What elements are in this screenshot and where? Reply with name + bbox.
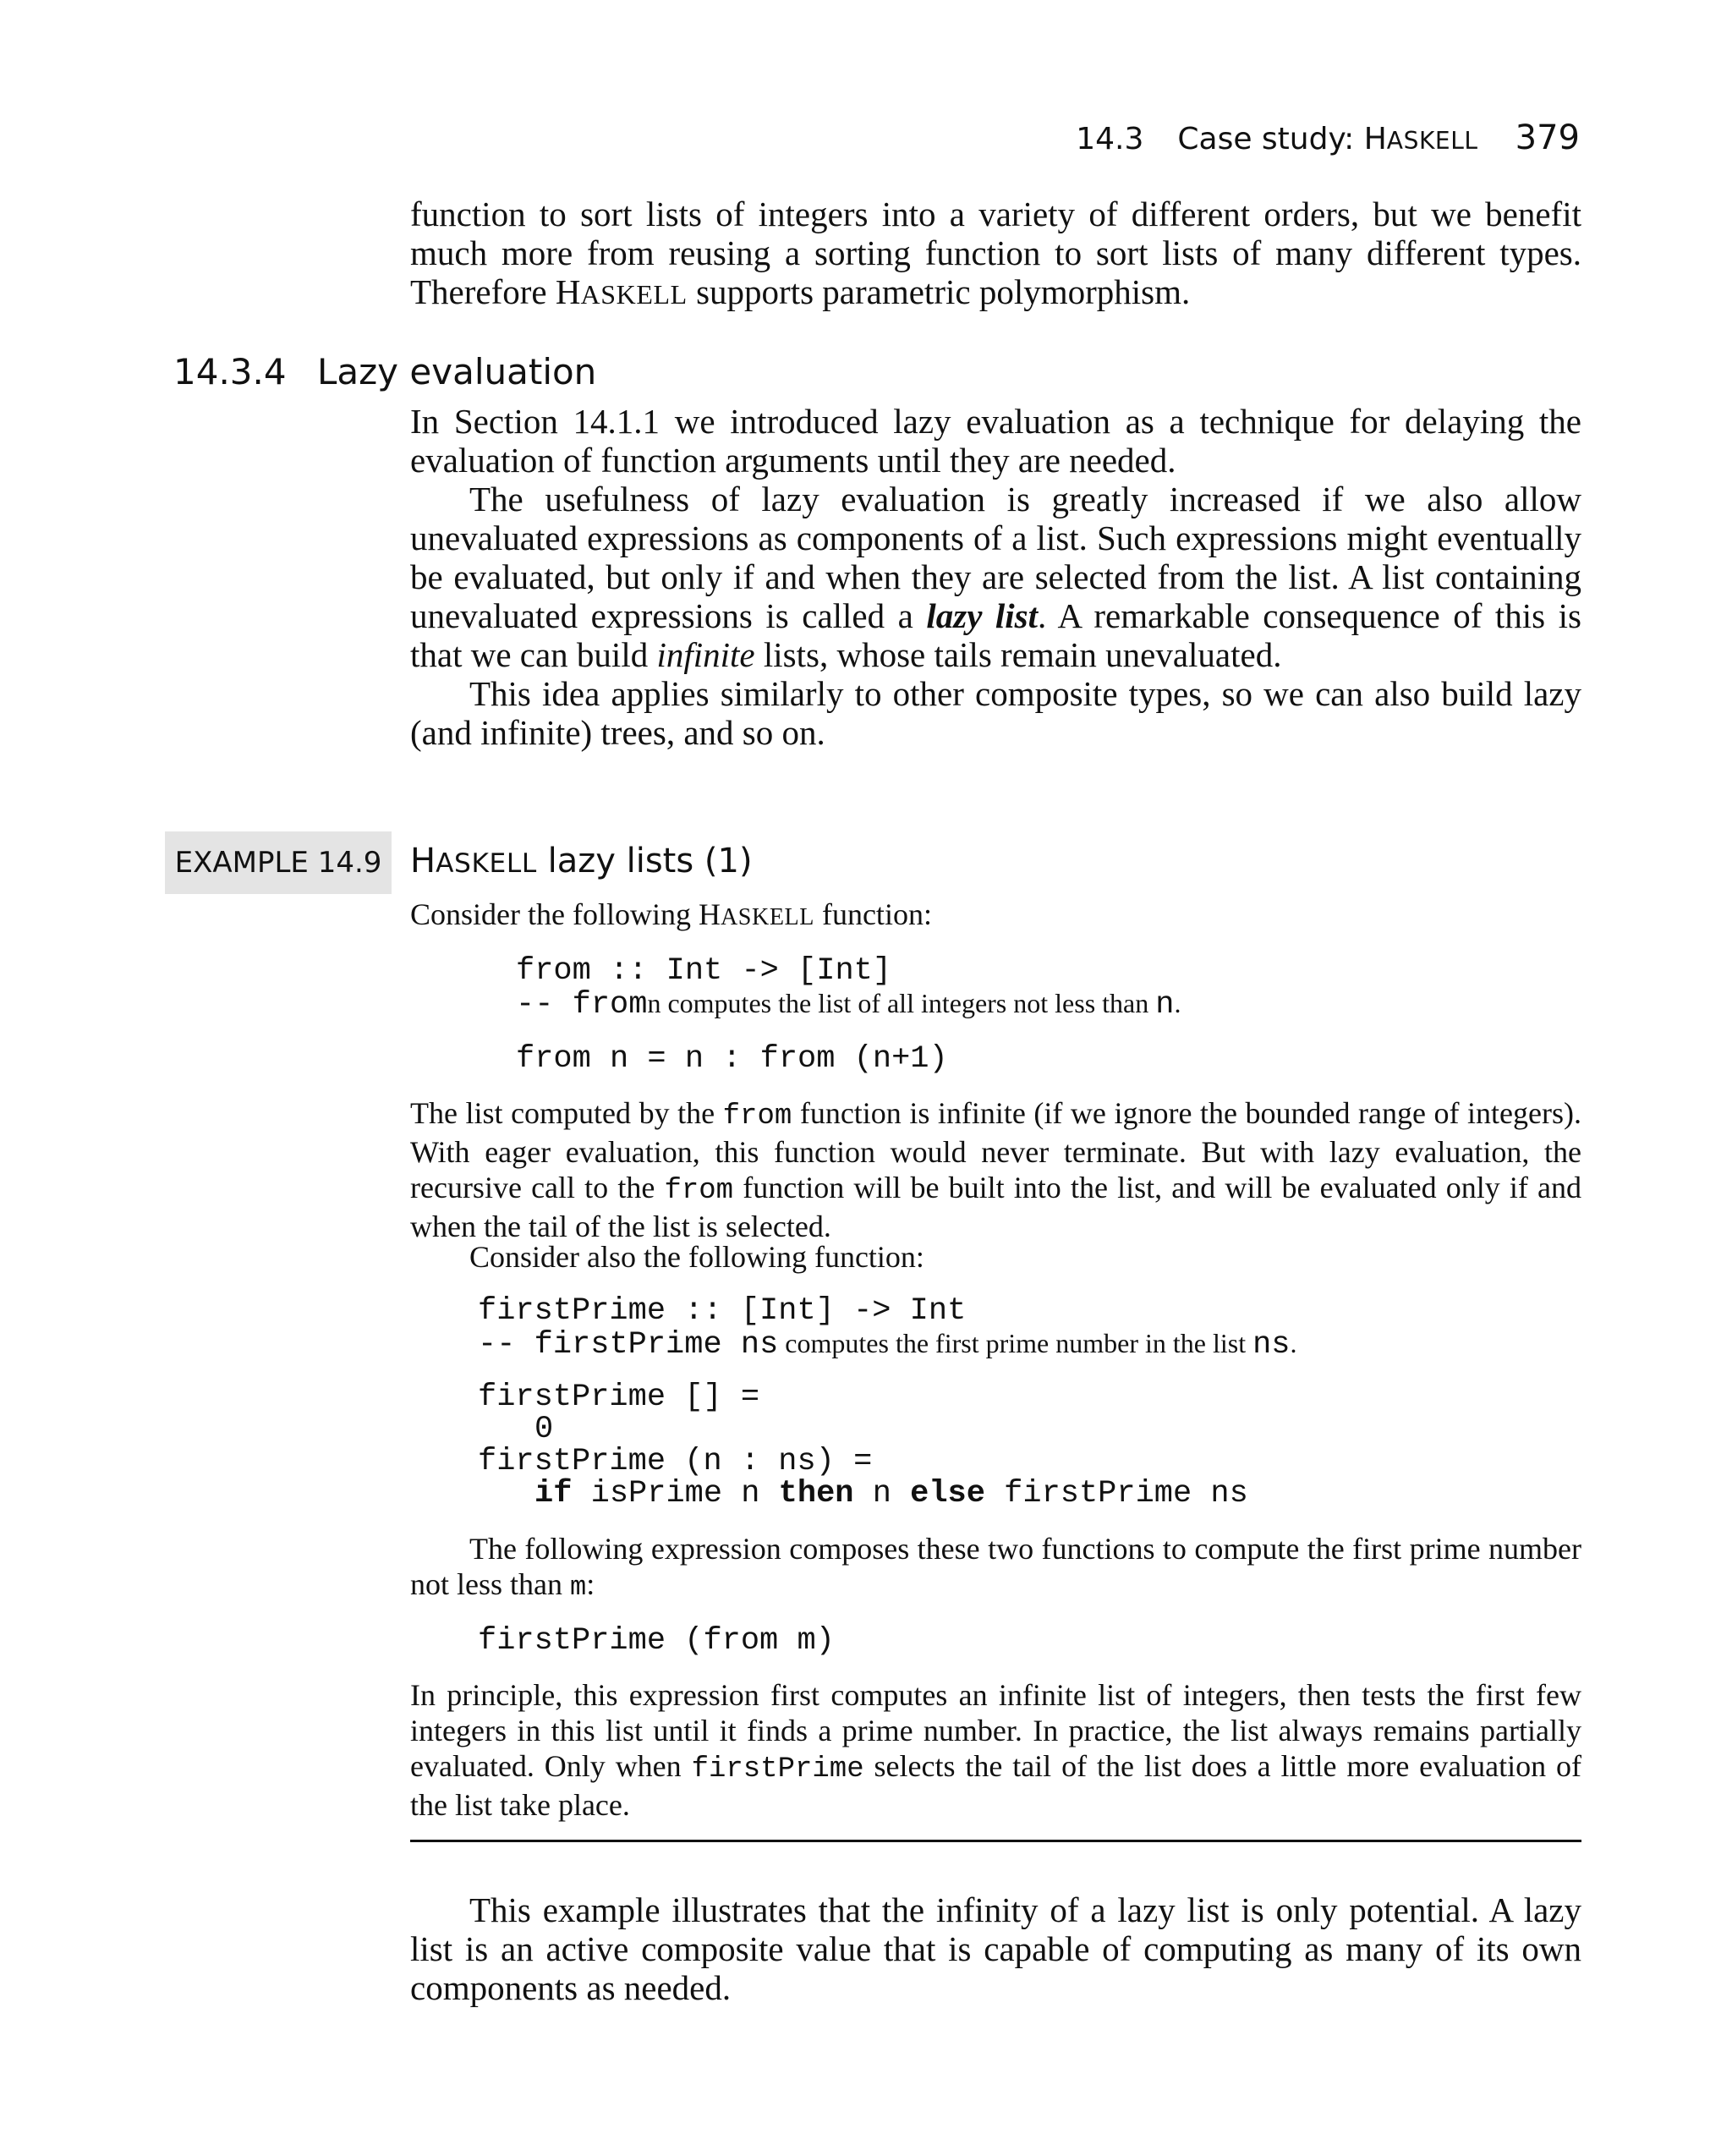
running-head-title-prefix: Case study: H [1177, 122, 1387, 156]
code1-comment [516, 986, 1181, 1022]
section-heading [173, 351, 596, 392]
ex-para3-var: m [569, 1572, 587, 1603]
intro-text-a: function to sort lists of integers into a variety of different orders, but we benefit much more from reusing a sorting function to sort lists of many different types. Therefore H [410, 195, 1581, 311]
code1-comment-arg: n [647, 988, 661, 1018]
lazy-p2-text-a: The usefulness of lazy evaluation is greatly increased if we also allow unevaluated expressions as components of a list. Such expressions might eventually be evaluated, but only if and when they are selected from the list. A list containing unevaluated expressions is called a [410, 480, 1581, 635]
code2-line4-a: isPrime n [572, 1476, 779, 1511]
code3-expression: firstPrime (from m) [478, 1623, 835, 1659]
ex-para1-b: function is infinite (if we ignore the bounded range of integers). With eager evaluation, this function would never terminate. But with lazy evaluation, the recursive call to the [410, 1096, 1581, 1204]
running-head [1076, 118, 1580, 157]
code2-comment-fn: firstPrime [534, 1327, 722, 1363]
code2-line-2: 0 [534, 1412, 554, 1447]
example-end-rule [410, 1840, 1581, 1842]
lazy-paragraph-2 [410, 480, 1581, 674]
example-title-small: ASKELL [436, 848, 537, 879]
intro-text-small: ASKELL [580, 280, 688, 310]
code1-comment-dash: -- [516, 987, 573, 1023]
keyword-else: else [910, 1476, 985, 1511]
keyword-if: if [534, 1476, 573, 1511]
consider1-b: function: [814, 897, 932, 931]
consider1-small: ASKELL [720, 904, 814, 930]
code2-comment-text: computes the first prime number in the list [778, 1328, 1253, 1358]
page-number: 379 [1515, 118, 1580, 157]
section-number: 14.3.4 [173, 351, 287, 392]
code2-line-3: firstPrime (n : ns) = [478, 1444, 873, 1479]
code2-signature: firstPrime :: [Int] -> Int [478, 1293, 967, 1329]
running-head-title [1177, 122, 1477, 156]
ex-para4-code: firstPrime [691, 1753, 864, 1786]
running-head-title-small: ASKELL [1386, 127, 1478, 155]
keyword-then: then [778, 1476, 854, 1511]
example-paragraph-3 [410, 1531, 1581, 1605]
code2-comment-end: . [1290, 1328, 1297, 1358]
code2-comment-arg: ns [721, 1327, 779, 1363]
code1-comment-fn: from [572, 987, 648, 1023]
ex-para1-c: function will be built into the list, and will be evaluated only if and when the tail of the list is selected. [410, 1171, 1581, 1243]
code1-comment-text: computes the list of all integers not less than [660, 988, 1156, 1018]
example-consider-1 [410, 897, 932, 932]
code2-line4-c: firstPrime ns [984, 1476, 1248, 1511]
ex-para1-code-2: from [664, 1175, 734, 1207]
ex-para4-a: In principle, this expression first computes an infinite list of integers, then tests the first few integers in this list until it finds a prime number. In practice, the list always remains partially evaluated. Only when [410, 1678, 1581, 1783]
consider1-a: Consider the following H [410, 897, 721, 931]
code2-comment [478, 1326, 1297, 1362]
code1-comment-end: . [1174, 988, 1181, 1018]
lazy-evaluation-body [410, 402, 1581, 752]
code2-comment-var: ns [1252, 1327, 1291, 1363]
example-label: EXAMPLE 14.9 [165, 831, 392, 894]
lazy-p2-text-b: . A remarkable consequence of this is that we can build [410, 596, 1581, 674]
running-head-section: 14.3 [1076, 122, 1144, 156]
example-title [410, 842, 753, 881]
code2-comment-dash: -- [478, 1327, 534, 1363]
example-consider-2: Consider also the following function: [469, 1240, 924, 1274]
lazy-p2-text-c: lists, whose tails remain unevaluated. [754, 635, 1282, 674]
code1-comment-var: n [1155, 987, 1175, 1023]
closing-paragraph: This example illustrates that the infinity of a lazy list is only potential. A lazy list is an active composite value that is capable of computing as many of its own components as needed. [410, 1890, 1581, 2007]
example-paragraph-1 [410, 1095, 1581, 1244]
intro-text-b: supports parametric polymorphism. [687, 272, 1191, 311]
code1-signature: from :: Int -> [Int] [516, 953, 892, 989]
example-paragraph-4 [410, 1677, 1581, 1823]
intro-paragraph [410, 195, 1581, 315]
example-title-rest: lazy lists (1) [536, 842, 753, 881]
ex-para1-code-1: from [722, 1100, 792, 1133]
code2-line-1: firstPrime [] = [478, 1380, 760, 1415]
code2-line4-b: n [853, 1476, 911, 1511]
ex-para3-a: The following expression composes these two functions to compute the first prime number not less than [410, 1532, 1581, 1601]
code2-line-4 [534, 1477, 1248, 1511]
ex-para4-b: selects the tail of the list does a little more evaluation of the list take place. [410, 1749, 1581, 1822]
lazy-paragraph-1: In Section 14.1.1 we introduced lazy evaluation as a technique for delaying the evaluation of function arguments until they are needed. [410, 402, 1581, 480]
lazy-paragraph-3: This idea applies similarly to other composite types, so we can also build lazy (and infinite) trees, and so on. [410, 674, 1581, 752]
section-title: Lazy evaluation [317, 351, 597, 392]
code1-definition: from n = n : from (n+1) [516, 1041, 948, 1077]
lazy-list-term: lazy list [926, 596, 1039, 635]
ex-para1-a: The list computed by the [410, 1096, 723, 1130]
example-title-h: H [410, 842, 436, 881]
ex-para3-b: : [586, 1567, 595, 1601]
infinite-term: infinite [656, 635, 755, 674]
